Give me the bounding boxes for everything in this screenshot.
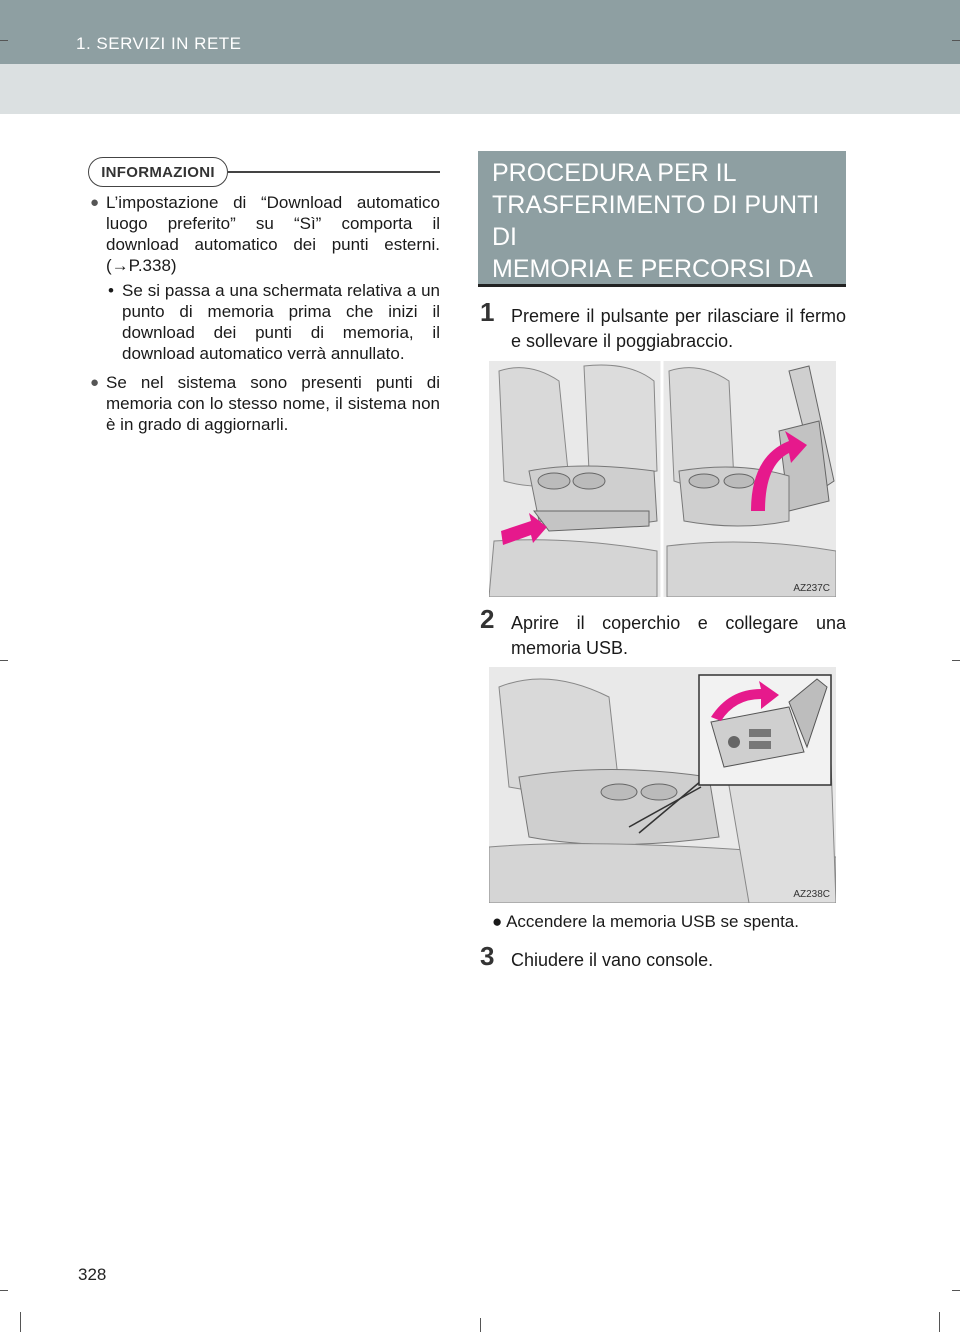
sub-bullet-text: Se si passa a una schermata relativa a un punto di memoria prima che inizi il download dei punti di memoria, il download automatico verrà annullato.	[122, 281, 440, 363]
procedure-title-line: TRASFERIMENTO DI PUNTI DI	[492, 191, 820, 251]
procedure-heading-rule	[478, 284, 846, 287]
usb-port-illustration	[489, 667, 836, 903]
armrest-illustration	[489, 361, 836, 597]
figure-code: AZ237C	[793, 583, 830, 594]
crop-mark	[939, 1312, 940, 1332]
info-sub-bullet	[92, 280, 440, 364]
crop-mark	[0, 1290, 8, 1291]
info-bullet	[92, 192, 440, 276]
arrow-icon: →	[111, 256, 129, 275]
procedure-title-line: UNA MEMORIA USB	[492, 287, 727, 315]
crop-mark	[0, 40, 8, 41]
header-subband	[0, 64, 960, 114]
step-3	[480, 941, 846, 973]
figure-usb-port	[489, 667, 836, 903]
info-label-box	[88, 157, 228, 187]
info-bullet	[92, 372, 440, 435]
bullet-text-part: L’impostazione di “Download automatico luogo preferito” su “Sì” comporta il download automatico dei punti esterni. (	[106, 193, 440, 275]
step-text: Aprire il coperchio e collegare una memoria USB.	[511, 613, 846, 658]
info-rule	[228, 171, 440, 173]
step-2	[480, 604, 846, 661]
step-number: 2	[480, 604, 495, 634]
info-label: INFORMAZIONI	[101, 163, 215, 181]
procedure-title-line: MEMORIA E PERCORSI DA	[492, 255, 813, 283]
info-content	[92, 192, 440, 439]
note-text: Accendere la memoria USB se spenta.	[506, 912, 799, 931]
step-text: Premere il pulsante per rilasciare il fermo e sollevare il poggiabraccio.	[511, 306, 846, 351]
usb-port-icon	[728, 736, 740, 748]
note-row	[492, 911, 846, 933]
page-number: 328	[78, 1265, 107, 1284]
crop-mark	[952, 1290, 960, 1291]
step-number: 1	[480, 297, 495, 327]
crop-mark	[0, 660, 8, 661]
bullet-text: Se nel sistema sono presenti punti di memoria con lo stesso nome, il sistema non è in grado di aggiornarli.	[106, 373, 440, 434]
figure-code: AZ238C	[793, 889, 830, 900]
figure-armrest	[489, 361, 836, 597]
crop-mark	[952, 660, 960, 661]
page-reference-link[interactable]: P.338)	[128, 256, 177, 275]
step-number: 3	[480, 941, 495, 971]
step-text: Chiudere il vano console.	[511, 950, 714, 970]
filled-circle-icon: ●	[90, 374, 100, 391]
procedure-heading-box	[478, 151, 846, 315]
filled-circle-icon: ●	[90, 194, 100, 211]
crop-mark	[20, 1312, 21, 1332]
procedure-title-line: PROCEDURA PER IL	[492, 159, 737, 187]
section-title: 1. SERVIZI IN RETE	[76, 34, 242, 53]
crop-mark	[480, 1318, 481, 1332]
header-band	[0, 0, 960, 64]
filled-circle-icon: ●	[492, 912, 507, 931]
crop-mark	[952, 40, 960, 41]
small-dot-icon: •	[108, 281, 114, 300]
